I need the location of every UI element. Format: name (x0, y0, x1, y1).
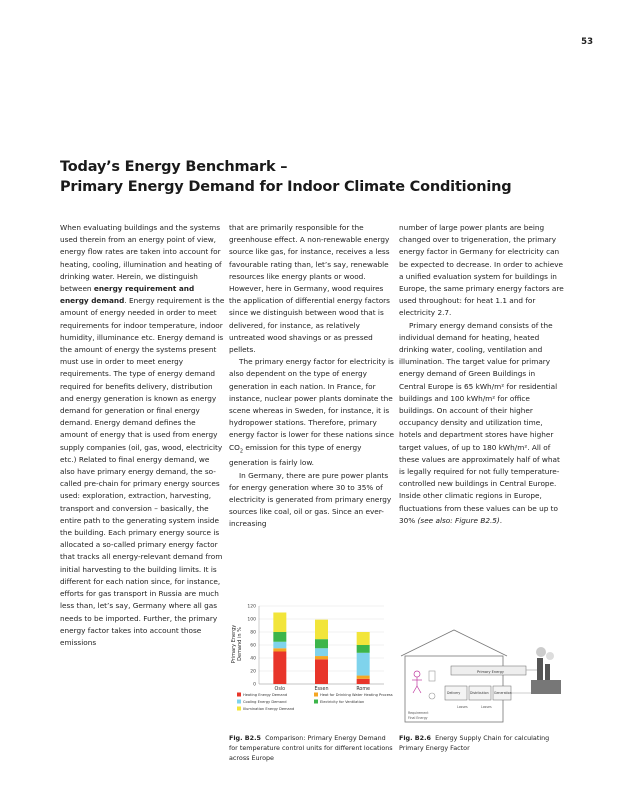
paragraph: number of large power plants are being changed over to trigeneration, the primary energy factor in Germany for electricity can be expected to decrease. In order to achieve a unified evaluation system for buildings in Europe, the same primary energy factors are used throughout: for heat 1.1 and for electricity 2.7. (399, 223, 564, 318)
chart-bar-segment (357, 632, 370, 645)
svg-text:Losses: Losses (481, 705, 492, 709)
chart-x-tick-label: Rome (356, 687, 371, 692)
chart-legend-swatch (237, 693, 241, 697)
text-column-3 (399, 222, 564, 527)
smoke-icon (536, 647, 546, 657)
chart-legend-label: Electricity for Ventilation (320, 700, 365, 704)
chart-y-tick-label: 120 (247, 604, 256, 610)
paragraph: that are primarily responsible for the greenhouse effect. A non-renewable energy source like gas, for instance, receives a less favourable rating than, let’s say, renewable resources like energy plants or wood. However, here in Germany, wood requires the application of differential energy factors since we distinguish between wood that is delivered, for instance, as relatively untreated wood shavings or as pressed pellets. (229, 223, 390, 355)
chart-y-axis-label: Primary Energy Demand in % (231, 624, 243, 664)
chart-y-tick-label: 40 (250, 656, 256, 662)
svg-text:Generation: Generation (494, 691, 512, 695)
svg-text:Distribution: Distribution (470, 691, 489, 695)
chart-bar-segment (315, 659, 328, 684)
chart-bar-segment (357, 676, 370, 679)
radiator-icon (429, 671, 435, 681)
chart-y-tick-label: 20 (250, 669, 256, 675)
svg-text:Losses: Losses (457, 705, 468, 709)
chart-bar-segment (273, 632, 286, 642)
energy-demand-chart (229, 598, 394, 726)
figure-caption-b2-5: Fig. B2.5 Comparison: Primary Energy Demand for temperature control units for different locations across Europe (229, 734, 393, 762)
house-roof (401, 630, 507, 656)
chart-y-tick-label: 80 (250, 630, 256, 636)
chart-y-tick-label: 100 (247, 617, 256, 623)
chart-bar-segment (357, 645, 370, 653)
chart-legend-swatch (237, 707, 241, 711)
chart-legend-label: Heat for Drinking Water Heating Process (320, 693, 393, 697)
chart-legend-label: Heating Energy Demand (243, 693, 288, 697)
chart-legend-swatch (314, 700, 318, 704)
svg-text:Requirement: Requirement (408, 711, 429, 715)
power-plant-icon (531, 680, 561, 694)
chart-bar-segment (273, 652, 286, 685)
text-column-1 (60, 222, 225, 649)
lamp-icon (429, 693, 435, 699)
chart-bar-segment (273, 613, 286, 633)
chart-x-tick-label: Essen (314, 687, 329, 692)
chart-bar-segment (357, 653, 370, 676)
chart-bar-segment (315, 620, 328, 640)
svg-text:Final Energy: Final Energy (408, 716, 428, 720)
chart-bar-segment (357, 679, 370, 684)
figure-reference: (see also: Figure B2.5) (417, 515, 500, 525)
bold-term: energy requirement and energy demand (60, 284, 195, 306)
chimney-icon (537, 658, 543, 680)
chimney-icon (545, 664, 550, 680)
person-icon (414, 671, 420, 677)
title-line-2: Primary Energy Demand for Indoor Climate Conditioning (60, 179, 512, 195)
supply-diagram-svg (399, 598, 564, 726)
energy-supply-diagram (399, 598, 564, 726)
chart-bar-segment (315, 656, 328, 659)
chart-legend-label: Cooling Energy Demand (243, 700, 287, 704)
chart-bar-segment (273, 648, 286, 651)
paragraph: When evaluating buildings and the systems used therein from an energy point of view, energy flow rates are taken into account for heating, cooling, illumination and heating of drinking water. Herein, we distinguish between energy requirement and energy demand. Energy requirement is the amount of energy needed in order to meet requirements for indoor temperature, indoor humidity, illuminance etc. Energy demand is the amount of energy the systems present must use in order to meet energy requirements. The type of energy demand required for benefits delivery, distribution and energy generation is known as energy demand for generation or final energy demand. Energy demand defines the amount of energy that is used from energy supply companies (oil, gas, wood, electricity etc.) Related to final energy demand, we also have primary energy demand, the so-called pre-chain for primary energy sources used: exploration, extraction, harvesting, transport and conversion – basically, the entire path to the generating system inside the building. Each primary energy source is allocated a so-called primary energy factor that tracks all energy-relevant demand from initial harvesting to the building limits. It is different for each nation since, for instance, efforts for gas transport in Russia are much less than, let’s say, Germany where all gas needs to be imported. Further, the primary energy factor takes into account those emissions (60, 223, 225, 647)
page-title (60, 157, 580, 197)
chart-legend-label: Illumination Energy Demand (243, 707, 295, 711)
paragraph: The primary energy factor for electricity is also dependent on the type of energy generation in each nation. In France, for instance, nuclear power plants dominate the scene whereas in Sweden, for instance, it is hydropower stations. Therefore, primary energy factor is lower for these nations since $CO_2$ emission for this type of energy generation is fairly low. (229, 357, 394, 468)
text-column-2 (229, 222, 394, 531)
svg-text:Delivery: Delivery (447, 691, 461, 695)
chart-x-tick-label: Oslo (274, 687, 286, 692)
chart-legend-swatch (314, 693, 318, 697)
title-line-1: Today’s Energy Benchmark – (60, 159, 288, 175)
smoke-icon (546, 652, 554, 660)
chart-bar-segment (315, 648, 328, 656)
chart-svg (229, 598, 394, 726)
svg-text:Primary Energy: Primary Energy (477, 670, 504, 674)
chart-legend-swatch (237, 700, 241, 704)
page-number: 53 (581, 37, 593, 47)
chart-y-tick-label: 0 (253, 682, 256, 688)
chart-bar-segment (315, 639, 328, 648)
chart-y-tick-label: 60 (250, 643, 256, 649)
paragraph: In Germany, there are pure power plants for energy generation where 30 to 35% of electricity is generated from primary energy sources like coal, oil or gas. Since an ever-increasing (229, 470, 392, 529)
figure-caption-b2-6: Fig. B2.6 Energy Supply Chain for calculating Primary Energy Factor (399, 734, 550, 752)
chart-bar-segment (273, 642, 286, 649)
paragraph: Primary energy demand consists of the individual demand for heating, heated drinking water, cooling, ventilation and illumination. The target value for primary energy demand of Green Buildings in Central Europe is 65 kWh/m² for residential buildings and 100 kWh/m² for office buildings. On account of their higher occupancy density and utilization time, hotels and department stores have higher target values, of up to 180 kWh/m². All of these values are approximately half of what is legally required for not fully temperature-controlled new buildings in Central Europe. Inside other climatic regions in Europe, fluctuations from these values can be up to 30% (see also: Figure B2.5). (399, 320, 560, 525)
